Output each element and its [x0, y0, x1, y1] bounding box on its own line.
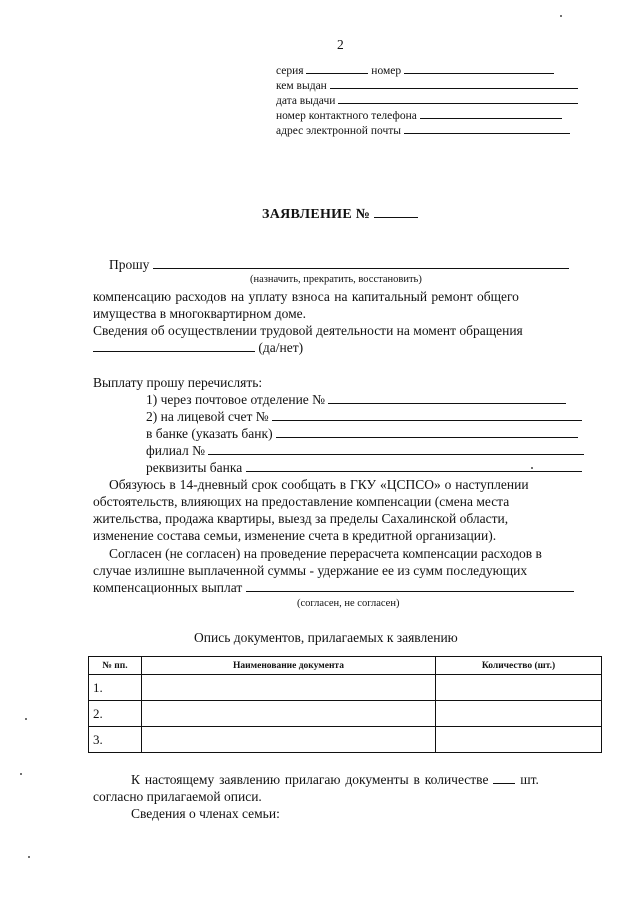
- bank-field[interactable]: [276, 426, 578, 438]
- branch-label: филиал №: [146, 443, 206, 458]
- quantity-cell[interactable]: [436, 675, 602, 701]
- request-prefix: Прошу: [109, 257, 150, 272]
- payment-heading: Выплату прошу перечислять:: [93, 375, 263, 390]
- bank-row: [146, 426, 578, 442]
- obligation-line-4: изменение состава семьи, изменение счета в кредитной организации).: [93, 528, 497, 543]
- obligation-line-3: жительства, продажа квартиры, выезд за пределы Сахалинской области,: [93, 511, 509, 526]
- obligation-line-1: Обязуюсь в 14-дневный срок сообщать в ГКУ «ЦСПСО» о наступлении: [109, 477, 529, 492]
- series-row: [276, 62, 554, 77]
- request-line-2: имущества в многоквартирном доме.: [93, 306, 307, 321]
- attach-count-field[interactable]: [493, 772, 515, 784]
- issue-date-row: [276, 92, 578, 107]
- phone-label: номер контактного телефона: [276, 110, 417, 122]
- scan-speck: [560, 15, 562, 17]
- bank-details-field[interactable]: [246, 460, 582, 472]
- bank-details-row: [146, 460, 582, 476]
- email-row: [276, 122, 570, 137]
- branch-field[interactable]: [208, 443, 584, 455]
- yes-no-hint: (да/нет): [258, 340, 304, 355]
- phone-row: [276, 107, 562, 122]
- consent-hint: (согласен, не согласен): [297, 598, 400, 609]
- table-row: [89, 701, 602, 727]
- consent-field[interactable]: [246, 580, 574, 592]
- email-field[interactable]: [404, 122, 570, 134]
- document-name-cell[interactable]: [142, 727, 436, 753]
- issue-date-label: дата выдачи: [276, 95, 336, 107]
- attach-line-2: согласно прилагаемой описи.: [93, 789, 262, 804]
- document-name-cell[interactable]: [142, 701, 436, 727]
- account-field[interactable]: [272, 409, 582, 421]
- branch-row: [146, 443, 584, 459]
- obligation-line-2: обстоятельств, влияющих на предоставление компенсации (смена места: [93, 494, 510, 509]
- request-hint: (назначить, прекратить, восстановить): [250, 274, 422, 285]
- phone-field[interactable]: [420, 107, 562, 119]
- table-header-row: [89, 657, 602, 675]
- attach-row: [131, 772, 539, 788]
- col-header-name: Наименование документа: [142, 657, 436, 675]
- quantity-cell[interactable]: [436, 727, 602, 753]
- employment-field[interactable]: [93, 340, 255, 352]
- bank-details-label: реквизиты банка: [146, 460, 243, 475]
- bank-label: в банке (указать банк): [146, 426, 273, 441]
- issue-date-field[interactable]: [338, 92, 578, 104]
- request-row: [109, 257, 569, 273]
- consent-line-3: компенсационных выплат: [93, 580, 243, 595]
- row-number: 3.: [89, 727, 142, 753]
- docs-caption: Опись документов, прилагаемых к заявлению: [194, 630, 458, 645]
- series-label: серия: [276, 65, 304, 77]
- scan-speck: [28, 856, 30, 858]
- request-line-1: компенсацию расходов на уплату взноса на капитальный ремонт общего: [93, 289, 519, 304]
- request-field[interactable]: [153, 257, 569, 269]
- series-field[interactable]: [306, 62, 368, 74]
- family-heading: Сведения о членах семьи:: [131, 806, 280, 821]
- post-office-field[interactable]: [328, 392, 566, 404]
- row-number: 2.: [89, 701, 142, 727]
- issued-by-row: [276, 77, 578, 92]
- scan-speck: [20, 773, 22, 775]
- post-office-label: 1) через почтовое отделение №: [146, 392, 326, 407]
- consent-row: [93, 580, 574, 596]
- post-office-row: [146, 392, 566, 408]
- consent-line-1: Согласен (не согласен) на проведение перерасчета компенсации расходов в: [109, 546, 542, 561]
- attach-unit: шт.: [520, 772, 539, 787]
- table-row: [89, 727, 602, 753]
- title-text: ЗАЯВЛЕНИЕ №: [262, 207, 371, 222]
- page-title: [262, 205, 418, 223]
- issued-by-field[interactable]: [330, 77, 578, 89]
- documents-table: [88, 656, 602, 753]
- request-line-3: Сведения об осуществлении трудовой деятельности на момент обращения: [93, 323, 523, 338]
- number-label: номер: [371, 65, 402, 77]
- row-number: 1.: [89, 675, 142, 701]
- application-number-field[interactable]: [374, 205, 418, 218]
- issued-by-label: кем выдан: [276, 80, 327, 92]
- table-row: [89, 675, 602, 701]
- scan-speck: [531, 467, 533, 469]
- employment-row: [93, 340, 303, 356]
- account-row: [146, 409, 582, 425]
- account-label: 2) на лицевой счет №: [146, 409, 269, 424]
- quantity-cell[interactable]: [436, 701, 602, 727]
- number-field[interactable]: [404, 62, 554, 74]
- email-label: адрес электронной почты: [276, 125, 401, 137]
- col-header-qty: Количество (шт.): [436, 657, 602, 675]
- scan-speck: [25, 718, 27, 720]
- document-name-cell[interactable]: [142, 675, 436, 701]
- page-number: 2: [337, 37, 344, 52]
- attach-text: К настоящему заявлению прилагаю документы в количестве: [131, 772, 489, 787]
- col-header-num: № пп.: [89, 657, 142, 675]
- consent-line-2: случае излишне выплаченной суммы - удержание ее из сумм последующих: [93, 563, 528, 578]
